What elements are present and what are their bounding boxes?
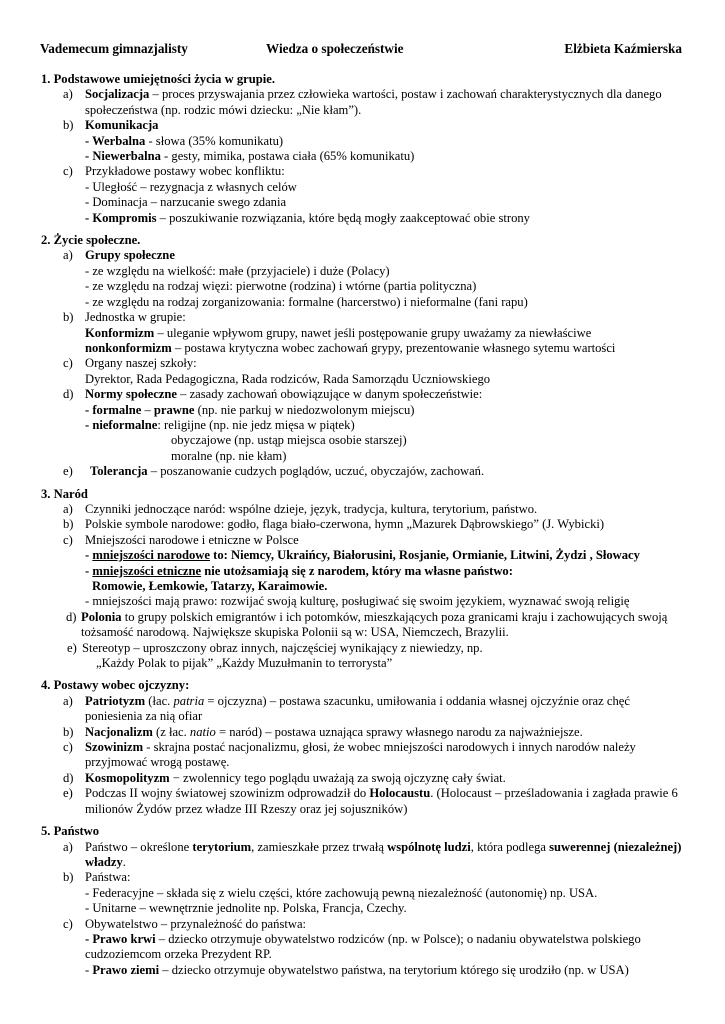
term-suwerenna-wladza: suwerennej (niezależnej) władzy [85,839,682,869]
page-header [40,41,682,59]
term-terytorium: terytorium [192,839,252,854]
document-body [0,72,725,985]
section-3-title: 3. Naród [41,486,88,501]
line-text: = ojczyzna) – postawa szacunku, umiłowania i oddania własnej ojczyźnie oraz chęć poniesienia za nią ofiar [85,693,630,724]
line-text: to: Niemcy, Ukraińcy, Białorusini, Rosjanie, Ormianie, Litwini, Żydzi , Słowacy [210,548,640,563]
item-3e [0,641,725,656]
item-1a-text: – proces przyswajania przez człowieka wartości, postaw i zachowań charakterystycznych dla danego społeczeństwa (np. rodzic mówi dziecku: „Nie kłam”). [85,87,662,117]
section-1-title: 1. Podstawowe umiejętności życia w grupie. [41,72,275,86]
line-2d3: obyczajowe (np. ustąp miejsca osobie starszej) [171,433,407,448]
term-prawo-ziemi: Prawo ziemi [92,962,160,977]
item-3a [0,502,725,517]
term-werbalna: - Werbalna [85,133,146,148]
dash: - [85,563,93,578]
line-1c1: - Uległość – rezygnacja z własnych celów [85,179,297,194]
section-2 [0,233,725,480]
item-label: c) [63,164,73,179]
line-text: (łac. [145,693,174,708]
line-text: (z łac. [152,724,190,739]
term-polonia: Polonia [81,609,122,624]
line-text: – zasady zachowań obowiązujące w danym społeczeństwie: [176,387,483,402]
line-3c2 [0,564,725,579]
term-nonkonformizm: nonkonformizm [85,340,172,355]
term-mniejszosci-narodowe: mniejszości narodowe [92,548,210,563]
item-5a [0,840,725,871]
line-3c1 [0,548,725,563]
item-2a-title: Grupy społeczne [85,248,175,263]
item-label: c) [63,916,73,931]
term-socjalizacja: Socjalizacja [85,87,150,102]
term-mniejszosci-etniczne: mniejszości etniczne [92,563,202,578]
item-label: b) [63,724,74,739]
item-2c-text: Organy naszej szkoły: [85,356,197,371]
section-4 [0,678,725,817]
term-szowinizm: Szowinizm [85,740,144,755]
line-text: = naród) – postawa uznająca sprawy własnego narodu za najważniejsze. [215,724,583,739]
item-label: b) [63,118,74,133]
line-text: . (Holocaust – prześladowania i zagłada prawie 6 milionów Żydów przez władze III Rzeszy oraz jej sojuszników) [85,786,678,816]
term-kompromis: - Kompromis [85,210,157,225]
dash: - [85,548,93,563]
line-text: (np. nie parkuj w niedozwolonym miejscu) [194,402,415,417]
item-4e [0,786,725,817]
item-label: c) [63,532,73,547]
section-2-title: 2. Życie społeczne. [41,233,141,248]
line-text: – uleganie wpływom grupy, nawet jeśli postępowanie grupy uważamy za niewłaściwe [154,325,592,340]
section-1 [0,72,725,226]
line-text: – postawa krytyczna wobec zachowań grypy, prezentowanie własnego sytemu wartości [171,340,616,355]
line-text: Państwo – określone [85,839,193,854]
item-4d [0,771,725,786]
term-tolerancja: Tolerancja [90,464,148,479]
line-text: − zwolennicy tego poglądu uważają za swoją ojczyznę cały świat. [169,770,506,785]
line-1b2 [0,149,725,164]
line-text: Czynniki jednoczące naród: wspólne dzieje, język, tradycja, kultura, terytorium, państwo. [85,501,538,516]
header-left: Vademecum gimnazjalisty [40,41,188,56]
item-label: a) [63,693,73,708]
item-label: a) [63,248,73,263]
item-label: b) [63,870,74,885]
term-normy: Normy społeczne [85,387,177,402]
item-label: b) [63,517,74,532]
line-text: Polskie symbole narodowe: godło, flaga biało-czerwona, hymn „Mazurek Dąbrowskiego” (J. Wybicki) [85,517,605,532]
term-nacjonalizm: Nacjonalizm [85,724,153,739]
section-5-title: 5. Państwo [41,824,100,839]
line-5c1 [0,932,725,963]
line-text: - słowa (35% komunikatu) [145,133,284,148]
item-label: d) [63,387,74,402]
line-text: Państwa: [85,870,131,885]
line-2b1 [0,326,725,341]
line-2c1: Dyrektor, Rada Pedagogiczna, Rada rodziców, Rada Samorządu Uczniowskiego [85,371,491,386]
line-2d1 [0,403,725,418]
line-1b1 [0,134,725,149]
item-4b [0,725,725,740]
line-text: Mniejszości narodowe i etniczne w Polsce [85,532,299,547]
line-text: – [141,402,154,417]
item-label: e) [63,786,73,801]
item-label: a) [63,87,73,102]
item-label: c) [63,356,73,371]
line-text: - skrajna postać nacjonalizmu, głosi, że wobec mniejszości narodowych i innych narodów należy przyjmować wrogą postawę. [85,740,636,770]
item-label: a) [63,501,73,516]
item-2e [0,464,725,479]
line-text: nie utożsamiają się z narodem, który ma własne państwo: [201,563,513,578]
item-1b-title: Komunikacja [85,118,159,133]
latin-natio: natio [189,724,216,739]
line-1c2: - Dominacja – narzucanie swego zdania [85,195,287,210]
line-text: Obywatelstwo – przynależność do państwa: [85,916,307,931]
line-text: – poszanowanie cudzych poglądów, uczuć, obyczajów, zachowań. [147,464,485,479]
item-5c [0,917,725,932]
line-3c4: - mniejszości mają prawo: rozwijać swoją kulturę, posługiwać się swoim językiem, wyznawać swoją religię [85,594,630,609]
item-label: b) [63,310,74,325]
line-text: : religijne (np. nie jedz mięsa w piątek) [157,417,355,432]
line-5b2: - Unitarne – wewnętrznie jednolite np. Polska, Francja, Czechy. [85,901,407,916]
term-formalne: - formalne [85,402,142,417]
section-4-title: 4. Postawy wobec ojczyzny: [41,678,190,693]
line-text: . [122,854,126,869]
term-konformizm: Konformizm [85,325,155,340]
item-1b [0,118,725,133]
line-text: – poszukiwanie rozwiązania, które będą mogły zaakceptować obie strony [156,210,530,225]
line-text: , zamieszkałe przez trwałą [251,839,388,854]
line-text: - gesty, mimika, postawa ciała (65% komunikatu) [160,149,415,164]
term-niewerbalna: - Niewerbalna [85,149,161,164]
term-prawo-krwi: - Prawo krwi [85,931,156,946]
item-label: e) [63,464,73,479]
item-3d [0,610,725,641]
item-label: d) [66,609,77,624]
line-text: to grupy polskich emigrantów i ich potomków, mieszkających poza granicami kraju i zachowujących swoją tożsamość narodową. Największe skupiska Polonii są w: USA, Niemczech, Brazylii. [81,609,668,640]
term-prawne: prawne [153,402,195,417]
item-1c-text: Przykładowe postawy wobec konfliktu: [85,164,285,179]
line-2d2 [0,418,725,433]
item-label: e) [67,640,77,655]
line-2a3: - ze względu na rodzaj zorganizowania: formalne (harcerstwo) i nieformalne (fani rapu) [85,294,528,309]
term-patriotyzm: Patriotyzm [85,693,146,708]
term-kosmopolityzm: Kosmopolityzm [85,770,170,785]
term-nieformalne: - nieformalne [85,417,158,432]
item-2c [0,356,725,371]
item-4a [0,694,725,725]
line-text: – dziecko otrzymuje obywatelstwo rodziców (np. w Polsce); o nadaniu obywatelstwa polskiego cudzoziemcom orzeka Prezydent RP. [85,931,641,962]
line-3c3: Romowie, Łemkowie, Tatarzy, Karaimowie. [92,579,328,593]
dash: - [85,962,93,977]
item-label: d) [63,770,74,785]
item-4c [0,740,725,771]
line-text: , która podlega [470,839,550,854]
term-wspolnota: wspólnotę ludzi [387,839,471,854]
line-2d4: moralne (np. nie kłam) [171,448,287,463]
item-3b [0,517,725,532]
item-1c [0,164,725,179]
item-5b [0,870,725,885]
line-1c3 [0,211,725,226]
item-2b-text: Jednostka w grupie: [85,310,186,325]
line-text: Stereotyp – uproszczony obraz innych, najczęściej wynikający z niewiedzy, np. [82,640,483,655]
header-center: Wiedza o społeczeństwie [266,41,404,56]
item-label: a) [63,839,73,854]
section-3 [0,487,725,672]
line-5b1: - Federacyjne – składa się z wielu części, które zachowują pewną niezależność (autonomię) np. USA. [85,885,598,900]
line-5c2 [0,963,725,978]
line-2b2 [0,341,725,356]
section-5 [0,824,725,978]
header-right: Elżbieta Kaźmierska [564,41,682,56]
item-3c [0,533,725,548]
line-3e1: „Każdy Polak to pijak” „Każdy Muzułmanin to terrorysta” [96,656,393,671]
latin-patria: patria [173,693,205,708]
line-text: – dziecko otrzymuje obywatelstwo państwa, na terytorium którego się urodziło (np. w USA) [159,962,629,977]
item-2b [0,310,725,325]
item-2d [0,387,725,402]
line-text: Podczas II wojny światowej szowinizm odprowadził do [85,786,370,801]
item-2a [0,248,725,263]
line-2a2: - ze względu na rodzaj więzi: pierwotne (rodzina) i wtórne (partia polityczna) [85,279,477,294]
item-1a [0,87,725,118]
line-2a1: - ze względu na wielkość: małe (przyjaciele) i duże (Polacy) [85,263,390,278]
item-label: c) [63,740,73,755]
term-holocaust: Holocaustu [369,786,431,801]
